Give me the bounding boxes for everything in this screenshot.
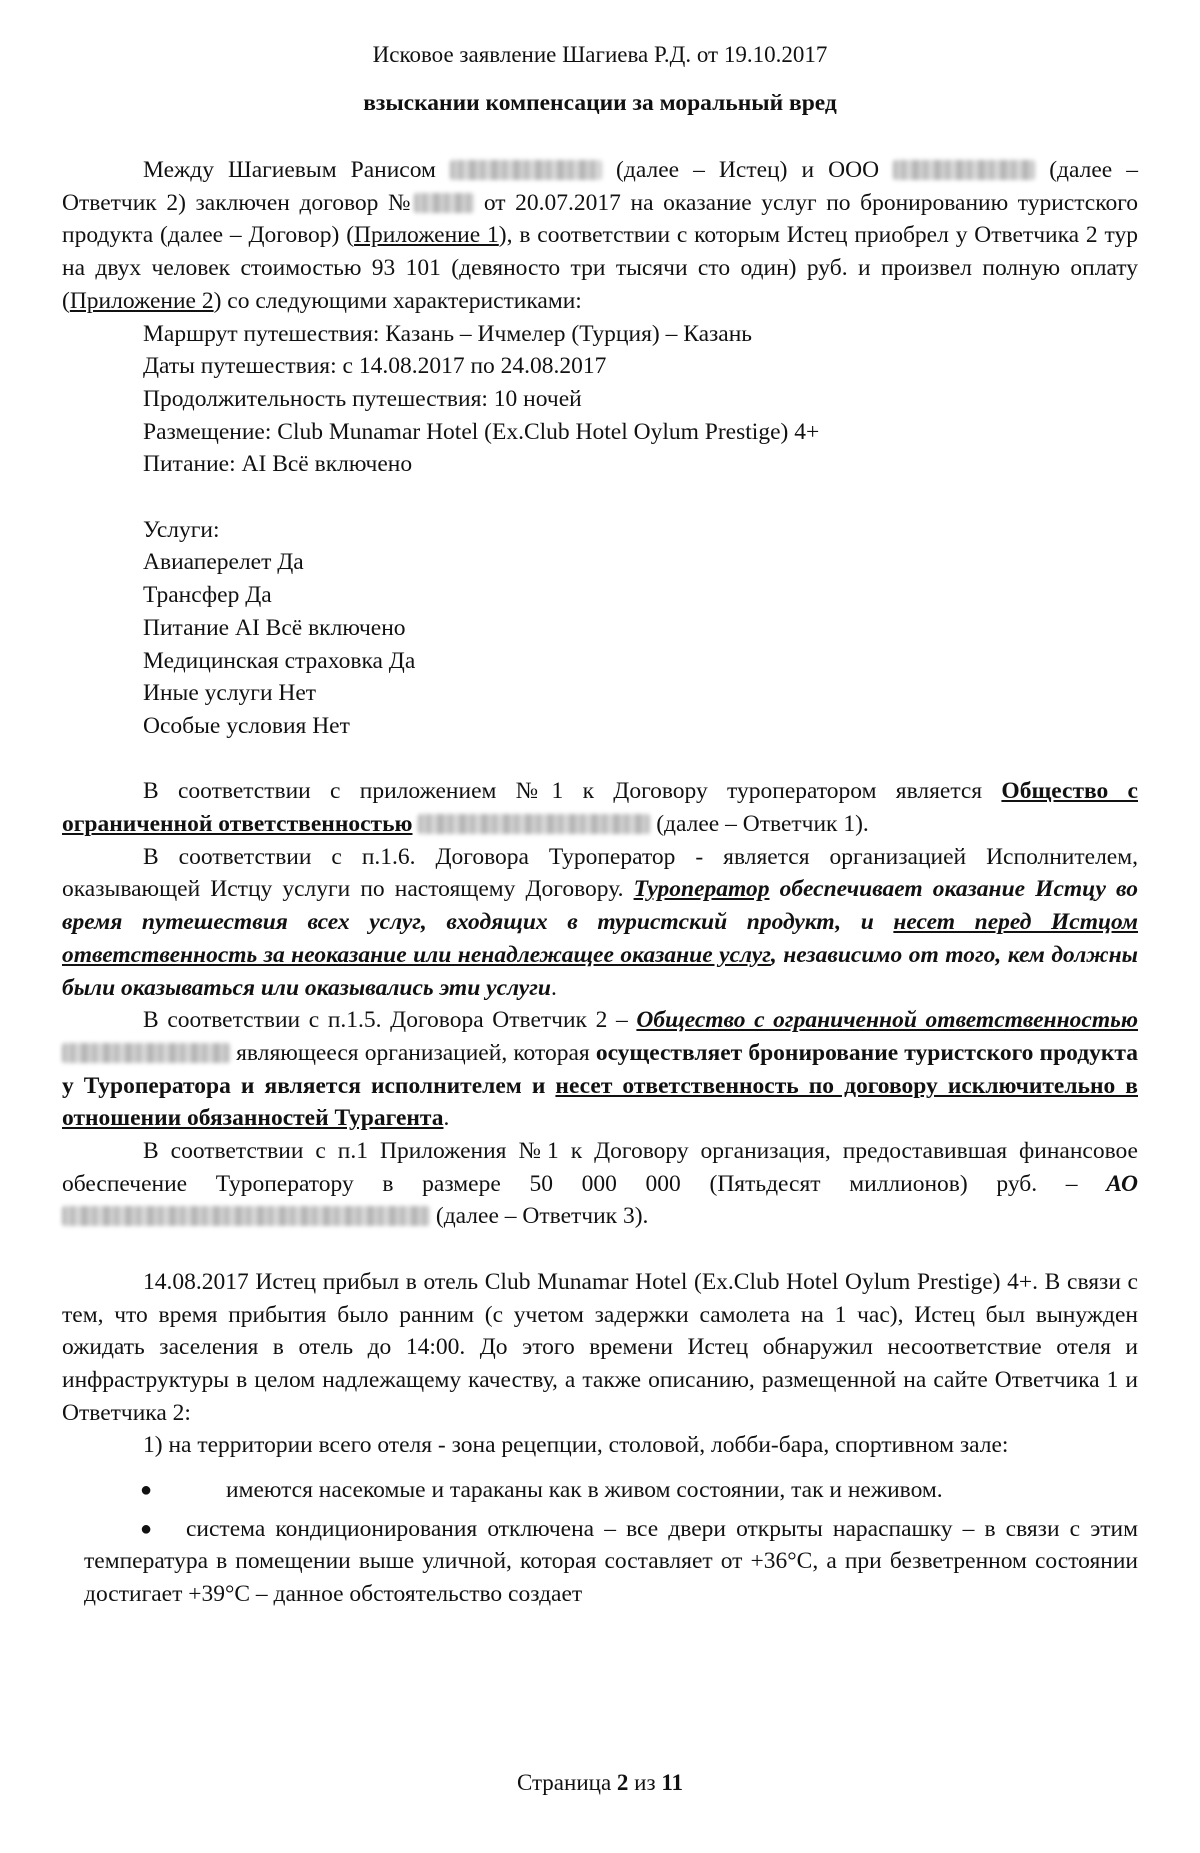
redacted-company-name <box>893 160 1035 180</box>
redacted-contract-number <box>414 193 474 213</box>
document-body <box>62 154 1138 1611</box>
bullet-text: имеются насекомые и тараканы как в живом состоянии, так и неживом. <box>226 1477 943 1504</box>
text: являющееся организацией, которая <box>230 1039 596 1066</box>
text: обеспечивает оказание Истцу во время путешествия всех услуг, входящих в туристский продукт, и <box>62 876 1138 936</box>
service-item: Иные услуги Нет <box>143 680 317 707</box>
text: осуществляет бронирование туристского продукта у Туроператора и является исполнителем и <box>62 1039 1138 1099</box>
service-item: Питание AI Всё включено <box>143 614 406 641</box>
appendix-1-link[interactable]: Приложение 1 <box>354 222 499 249</box>
bullet-item <box>62 1513 1138 1611</box>
trip-details-list <box>62 318 1138 743</box>
bullet-text: система кондиционирования отключена – все двери открыты нараспашку – в связи с этим температура в помещении выше уличной, которая составляет от +36°С, а при безветренном состоянии достигает +39°С – данное обстоятельство создает <box>84 1515 1138 1608</box>
text: Страница <box>516 1770 617 1795</box>
paragraph-clause-1-6 <box>62 841 1138 1005</box>
text: ), в соответствии с которым Истец приобрел у Ответчика 2 тур на двух человек стоимостью 93 101 (девяносто три тысячи сто один) руб. и произвел полную оплату ( <box>62 222 1138 314</box>
paragraph-clause-1-5 <box>62 1004 1138 1135</box>
text: из <box>628 1770 662 1795</box>
service-item: Авиаперелет Да <box>143 549 304 576</box>
paragraph-tour-operator <box>62 775 1138 840</box>
text: В соответствии с п.1.6. Договора Туроператор - является организацией Исполнителем, оказывающей Истцу услуги по настоящему Договору. <box>62 843 1138 903</box>
text: несет перед Истцом ответственность за неоказание или ненадлежащее оказание услуг <box>62 909 1139 968</box>
text: ) со следующими характеристиками: <box>213 287 582 314</box>
text: Общество с ограниченной ответственностью <box>62 778 1138 838</box>
page-total: 11 <box>661 1770 684 1795</box>
text: АО <box>1106 1170 1138 1197</box>
bullet-icon: ● <box>140 1517 153 1540</box>
trip-route: Маршрут путешествия: Казань – Ичмелер (Турция) – Казань <box>143 320 753 347</box>
text: В соответствии с п.1 Приложения №1 к Договору организация, предоставившая финансовое обеспечение Туроператору в размере 50 000 000 (Пятьдесят миллионов) руб. – <box>62 1138 1138 1197</box>
text: В соответствии с приложением №1 к Договору туроператором является <box>143 778 1002 805</box>
document-title: взыскании компенсации за моральный вред <box>363 90 837 116</box>
page-footer <box>0 1768 1200 1798</box>
text: , независимо от того, кем должны были оказываться или оказывались эти услуги <box>62 941 1138 1001</box>
paragraph-financial-guarantee <box>62 1135 1138 1233</box>
text: Между Шагиевым Ранисом <box>143 157 436 183</box>
trip-meals: Питание: AI Всё включено <box>143 451 413 478</box>
trip-accommodation: Размещение: Club Munamar Hotel (Ex.Club Hotel Oylum Prestige) 4+ <box>143 418 820 445</box>
service-item: Особые условия Нет <box>143 712 350 739</box>
redacted-company-name <box>418 814 650 834</box>
appendix-2-link[interactable]: Приложение 2 <box>69 287 214 314</box>
bullet-item <box>62 1474 1138 1507</box>
text: . <box>443 1105 450 1132</box>
paragraph-arrival: 14.08.2017 Истец прибыл в отель Club Munamar Hotel (Ex.Club Hotel Oylum Prestige) 4+. В связи с тем, что время прибытия было ранним (с учетом задержки самолета на 1 час), Истец был вынужден ожидать заселения в отель до 14:00. До этого времени Истец обнаружил несоответствие отеля и инфраструктуры в целом надлежащему качеству, а также описанию, размещенной на сайте Ответчика 1 и Ответчика 2: <box>62 1268 1138 1426</box>
text: (далее – Истец) и ООО <box>616 157 880 183</box>
bullet-icon: ● <box>140 1479 153 1502</box>
text: . <box>550 974 557 1001</box>
service-item: Трансфер Да <box>143 582 272 609</box>
redacted-company-name <box>62 1043 230 1063</box>
document-header: Исковое заявление Шагиева Р.Д. от 19.10.2017 <box>372 42 828 67</box>
text: несет ответственность по договору исключительно в отношении обязанностей Турагента <box>62 1072 1138 1132</box>
redacted-company-name <box>62 1206 430 1226</box>
text: Общество с ограниченной ответственностью <box>636 1007 1138 1034</box>
text: (далее – Ответчик 2) заключен договор № <box>62 157 1139 216</box>
services-heading: Услуги: <box>143 516 220 543</box>
paragraph-contract <box>62 154 1138 318</box>
trip-dates: Даты путешествия: с 14.08.2017 по 24.08.2017 <box>143 353 607 380</box>
service-item: Медицинская страховка Да <box>143 647 416 674</box>
paragraph-territory: 1) на территории всего отеля - зона рецепции, столовой, лобби-бара, спортивном зале: <box>143 1432 1009 1459</box>
text: от 20.07.2017 на оказание услуг по бронированию туристского продукта (далее – Договор) ( <box>62 189 1139 249</box>
text: (далее – Ответчик 1). <box>650 811 869 838</box>
text: В соответствии с п.1.5. Договора Ответчик 2 – <box>143 1007 637 1034</box>
text: Туроператор <box>633 876 770 903</box>
page-number: 2 <box>616 1770 629 1795</box>
redacted-patronymic <box>450 160 602 180</box>
text: (далее – Ответчик 3). <box>430 1203 649 1230</box>
trip-duration: Продолжительность путешествия: 10 ночей <box>143 385 582 412</box>
